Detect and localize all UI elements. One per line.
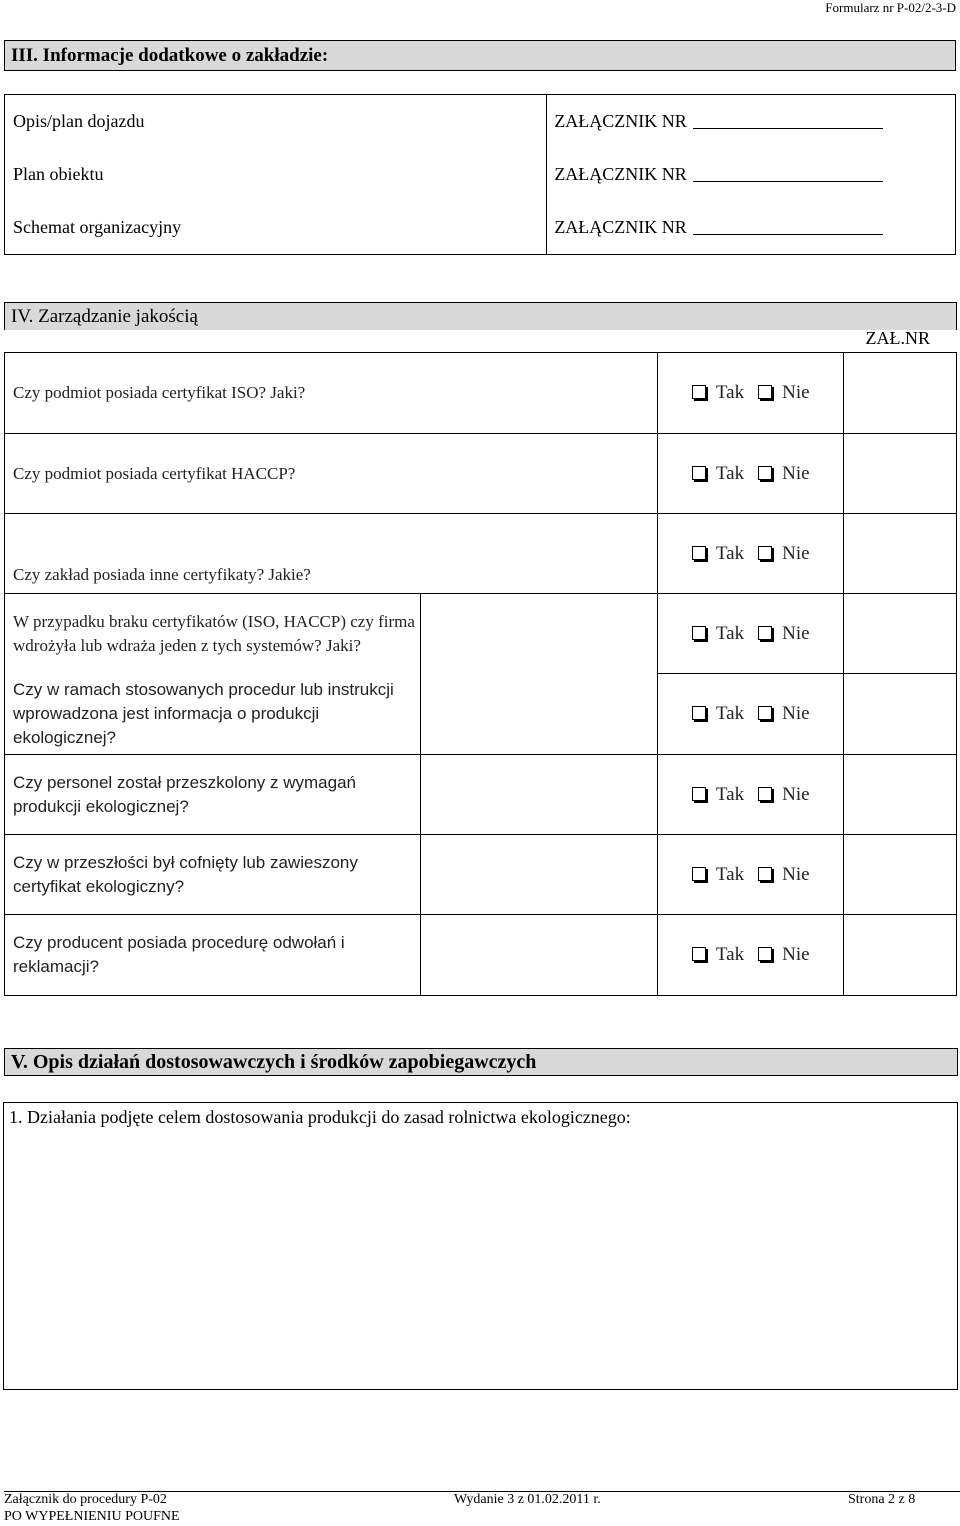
question-text: Czy producent posiada procedurę odwołań i reklamacji? bbox=[5, 915, 421, 996]
table-row bbox=[5, 514, 957, 594]
checkbox-icon bbox=[692, 466, 706, 480]
answer-cell bbox=[658, 915, 844, 996]
footer-page-number: Strona 2 z 8 bbox=[848, 1492, 916, 1507]
attachment-column-header: ZAŁ.NR bbox=[865, 328, 930, 348]
form-code: Formularz nr P-02/2-3-D bbox=[825, 0, 956, 15]
section-3-title: III. Informacje dodatkowe o zakładzie: bbox=[4, 40, 956, 71]
section-4-title: IV. Zarządzanie jakością bbox=[4, 302, 957, 330]
attachment-number-label: ZAŁĄCZNIK NR bbox=[554, 111, 687, 131]
checkbox-icon bbox=[758, 626, 772, 640]
attachment-cell[interactable] bbox=[844, 353, 957, 434]
question-text: Czy zakład posiada inne certyfikaty? Jakie? bbox=[5, 514, 658, 594]
checkbox-icon bbox=[758, 466, 772, 480]
no-option[interactable]: Nie bbox=[758, 623, 809, 644]
checkbox-icon bbox=[758, 867, 772, 881]
table-row bbox=[5, 755, 957, 835]
checkbox-icon bbox=[758, 385, 772, 399]
checkbox-icon bbox=[758, 787, 772, 801]
answer-cell bbox=[658, 835, 844, 915]
no-option[interactable]: Nie bbox=[758, 463, 809, 484]
spacer-cell bbox=[420, 835, 658, 915]
no-option[interactable]: Nie bbox=[758, 703, 809, 724]
attachment-cell[interactable] bbox=[844, 915, 957, 996]
attachment-cell[interactable] bbox=[844, 755, 957, 835]
table-row bbox=[5, 594, 957, 674]
no-option[interactable]: Nie bbox=[758, 382, 809, 403]
question-text: Czy personel został przeszkolony z wymagań produkcji ekologicznej? bbox=[5, 755, 421, 835]
question-text: Czy podmiot posiada certyfikat HACCP? bbox=[5, 434, 658, 514]
checkbox-icon bbox=[692, 706, 706, 720]
yes-option[interactable]: Tak bbox=[692, 864, 744, 885]
yes-option[interactable]: Tak bbox=[692, 623, 744, 644]
spacer-cell bbox=[420, 915, 658, 996]
attachment-number-line[interactable] bbox=[693, 181, 883, 182]
attachment-cell[interactable] bbox=[844, 674, 957, 755]
answer-cell bbox=[658, 514, 844, 594]
footer-edition: Wydanie 3 z 01.02.2011 r. bbox=[454, 1492, 601, 1507]
attachment-cell[interactable] bbox=[844, 434, 957, 514]
spacer-cell bbox=[420, 755, 658, 835]
checkbox-icon bbox=[692, 546, 706, 560]
no-option[interactable]: Nie bbox=[758, 864, 809, 885]
table-row bbox=[5, 835, 957, 915]
table-row bbox=[5, 674, 957, 755]
question-text: Czy podmiot posiada certyfikat ISO? Jaki? bbox=[5, 353, 658, 434]
table-row bbox=[5, 148, 956, 201]
yes-option[interactable]: Tak bbox=[692, 784, 744, 805]
attachment-label: Opis/plan dojazdu bbox=[5, 95, 547, 149]
checkbox-icon bbox=[692, 867, 706, 881]
attachment-field[interactable] bbox=[547, 95, 956, 149]
attachment-cell[interactable] bbox=[844, 514, 957, 594]
footer-confidential: PO WYPEŁNIENIU POUFNE bbox=[4, 1509, 180, 1524]
table-row bbox=[5, 434, 957, 514]
quality-table bbox=[4, 352, 957, 996]
yes-option[interactable]: Tak bbox=[692, 543, 744, 564]
adjustment-actions-label: 1. Działania podjęte celem dostosowania produkcji do zasad rolnictwa ekologicznego: bbox=[9, 1107, 631, 1127]
checkbox-icon bbox=[692, 947, 706, 961]
yes-option[interactable]: Tak bbox=[692, 382, 744, 403]
checkbox-icon bbox=[692, 787, 706, 801]
answer-cell bbox=[658, 674, 844, 755]
yes-option[interactable]: Tak bbox=[692, 463, 744, 484]
question-text: Czy w przeszłości był cofnięty lub zawieszony certyfikat ekologiczny? bbox=[5, 835, 421, 915]
checkbox-icon bbox=[692, 626, 706, 640]
no-option[interactable]: Nie bbox=[758, 944, 809, 965]
attachment-field[interactable] bbox=[547, 148, 956, 201]
table-row bbox=[5, 95, 956, 149]
attachment-number-line[interactable] bbox=[693, 234, 883, 235]
adjustment-actions-field[interactable] bbox=[3, 1102, 958, 1390]
attachment-label: Schemat organizacyjny bbox=[5, 201, 547, 255]
section-5-title: V. Opis działań dostosowawczych i środków zapobiegawczych bbox=[4, 1048, 958, 1076]
answer-cell bbox=[658, 594, 844, 674]
answer-cell bbox=[658, 434, 844, 514]
attachments-table bbox=[4, 94, 956, 255]
spacer-cell bbox=[420, 674, 658, 755]
attachment-cell[interactable] bbox=[844, 835, 957, 915]
checkbox-icon bbox=[758, 947, 772, 961]
checkbox-icon bbox=[692, 385, 706, 399]
table-row bbox=[5, 201, 956, 255]
yes-option[interactable]: Tak bbox=[692, 703, 744, 724]
question-text: W przypadku braku certyfikatów (ISO, HACCP) czy firma wdrożyła lub wdraża jeden z tych systemów? Jaki? bbox=[5, 594, 421, 674]
attachment-number-label: ZAŁĄCZNIK NR bbox=[554, 164, 687, 184]
attachment-number-label: ZAŁĄCZNIK NR bbox=[554, 217, 687, 237]
attachment-cell[interactable] bbox=[844, 594, 957, 674]
no-option[interactable]: Nie bbox=[758, 784, 809, 805]
attachment-field[interactable] bbox=[547, 201, 956, 255]
no-option[interactable]: Nie bbox=[758, 543, 809, 564]
spacer-cell bbox=[420, 594, 658, 674]
table-row bbox=[5, 915, 957, 996]
question-text: Czy w ramach stosowanych procedur lub instrukcji wprowadzona jest informacja o produkcji ekologicznej? bbox=[5, 674, 421, 755]
footer-procedure: Załącznik do procedury P-02 bbox=[4, 1492, 167, 1507]
attachment-label: Plan obiektu bbox=[5, 148, 547, 201]
answer-cell bbox=[658, 353, 844, 434]
answer-cell bbox=[658, 755, 844, 835]
checkbox-icon bbox=[758, 706, 772, 720]
yes-option[interactable]: Tak bbox=[692, 944, 744, 965]
attachment-number-line[interactable] bbox=[693, 128, 883, 129]
checkbox-icon bbox=[758, 546, 772, 560]
table-row bbox=[5, 353, 957, 434]
